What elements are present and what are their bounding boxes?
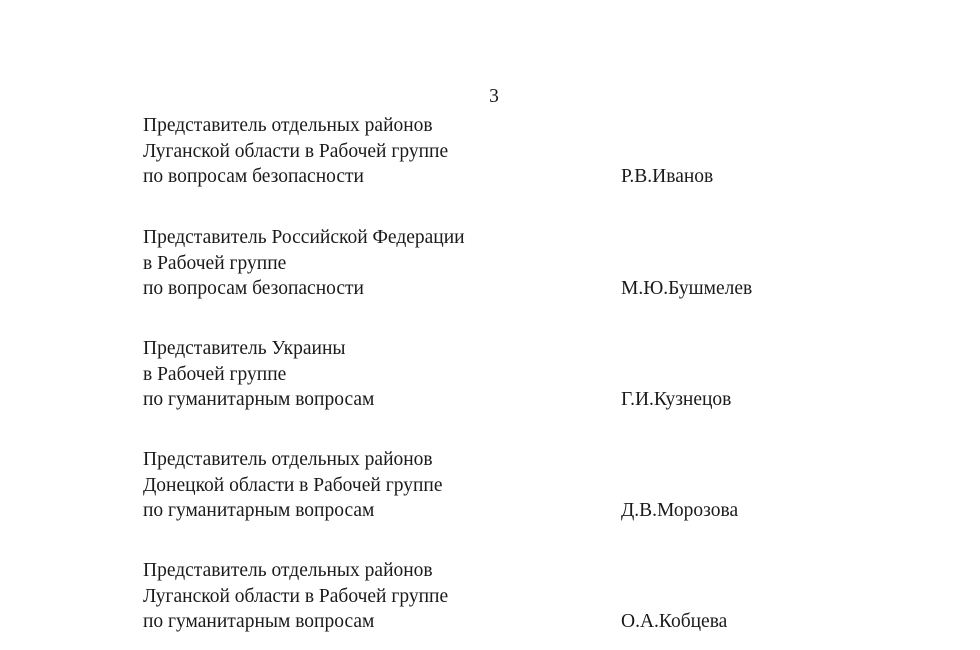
role-line: Донецкой области в Рабочей группе	[143, 474, 443, 496]
signatory-entry-1	[143, 113, 903, 190]
role-line: Луганской области в Рабочей группе	[143, 585, 449, 607]
signatory-entry-3	[143, 336, 903, 413]
signatory-name: Г.И.Кузнецов	[621, 389, 732, 410]
signatory-name: Р.В.Иванов	[621, 166, 714, 187]
signatory-role	[143, 225, 603, 302]
role-line: Представитель отдельных районов	[143, 449, 433, 470]
role-line: Представитель Российской Федерации	[143, 227, 465, 248]
role-line: Луганской области в Рабочей группе	[143, 140, 449, 162]
role-line: Представитель отдельных районов	[143, 115, 433, 136]
role-line: по гуманитарным вопросам	[143, 389, 375, 410]
signatory-role	[143, 447, 603, 524]
signatory-name: Д.В.Морозова	[621, 500, 739, 521]
signatory-entry-2	[143, 225, 903, 302]
page-number: 3	[489, 86, 499, 107]
role-line: в Рабочей группе	[143, 252, 287, 274]
signatory-role	[143, 558, 603, 635]
signatory-role	[143, 336, 603, 413]
role-line: Представитель Украины	[143, 338, 346, 359]
role-line: по гуманитарным вопросам	[143, 500, 375, 521]
signatory-name: М.Ю.Бушмелев	[621, 278, 753, 299]
signatory-role	[143, 113, 603, 190]
role-line: по вопросам безопасности	[143, 166, 364, 187]
role-line: по вопросам безопасности	[143, 278, 364, 299]
signatory-name: О.А.Кобцева	[621, 611, 728, 632]
signatory-entry-4	[143, 447, 903, 524]
role-line: Представитель отдельных районов	[143, 560, 433, 581]
role-line: по гуманитарным вопросам	[143, 611, 375, 632]
signatory-entry-5	[143, 558, 903, 635]
role-line: в Рабочей группе	[143, 363, 287, 385]
